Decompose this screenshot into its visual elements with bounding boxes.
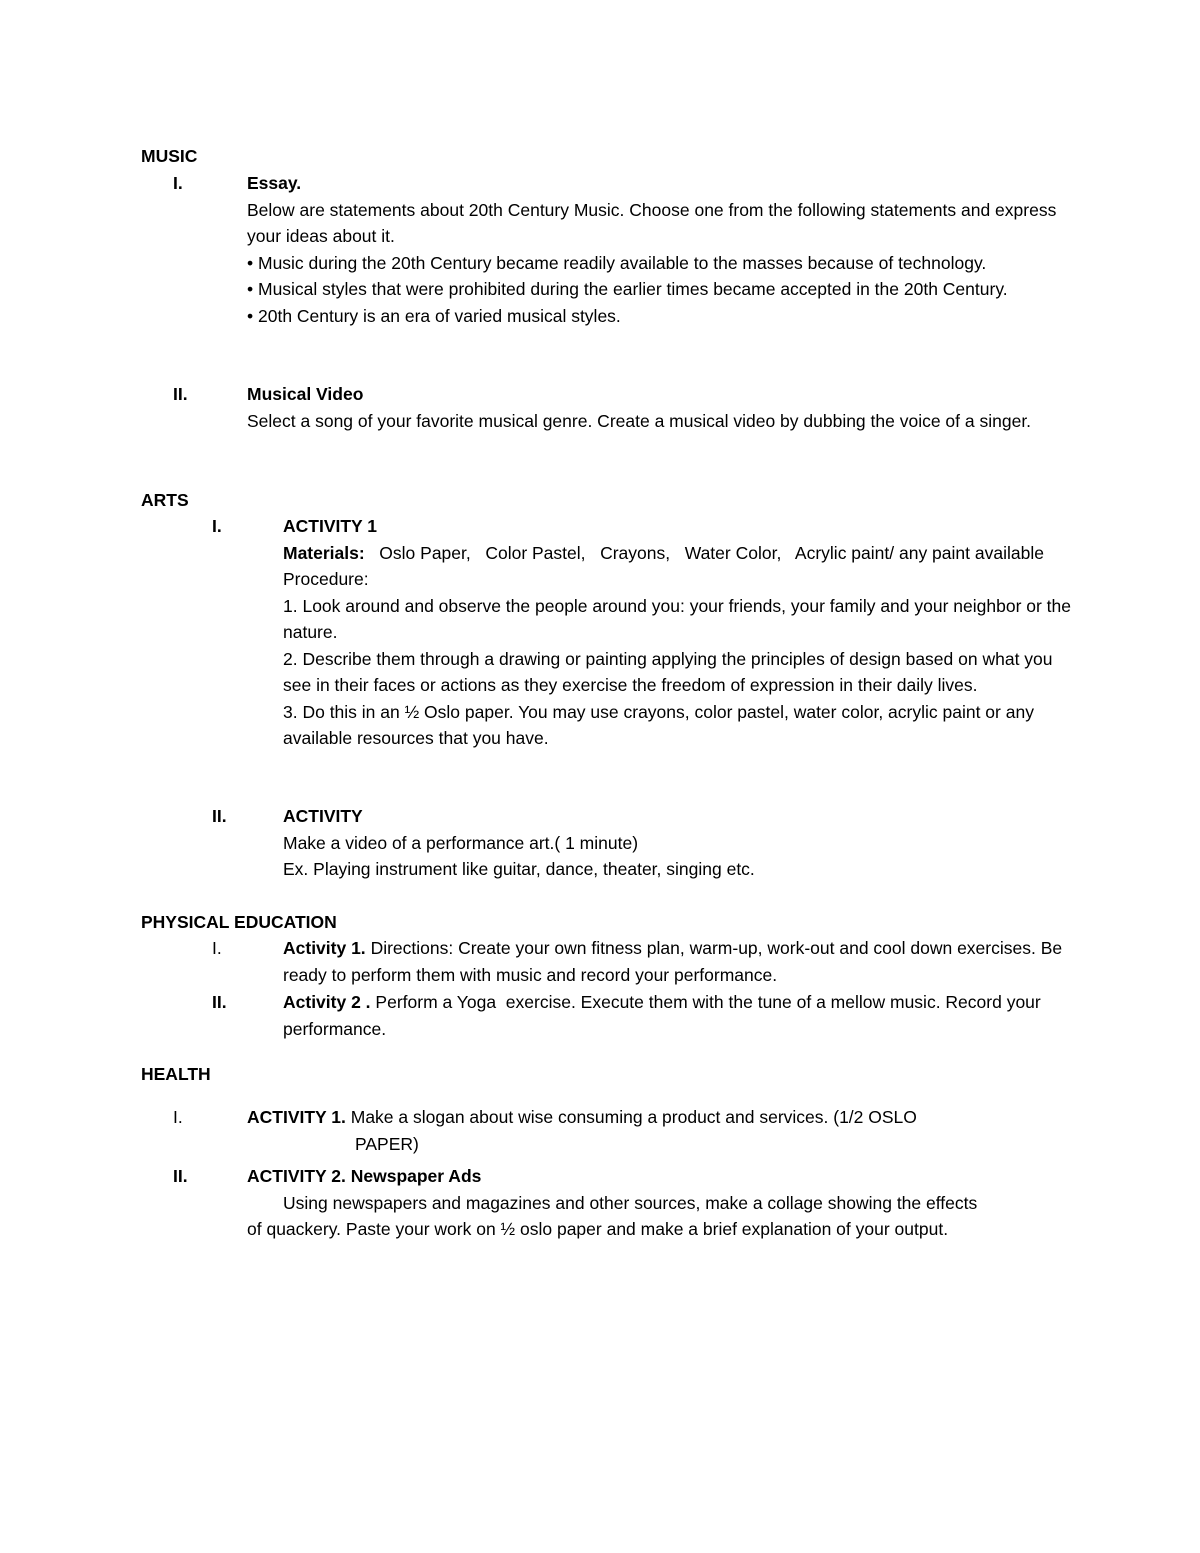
materials-label: Materials:: [283, 542, 365, 563]
music-item-1-number: I.: [173, 173, 183, 193]
arts-heading: ARTS: [141, 490, 189, 510]
health-item-1: [247, 1104, 917, 1131]
health-item-1-continuation: PAPER): [355, 1134, 419, 1154]
pe-item-1-number: I.: [212, 938, 222, 958]
arts-materials: [283, 540, 1073, 567]
materials-list: Oslo Paper, Color Pastel, Crayons, Water Color, Acrylic paint/ any paint available: [379, 542, 1044, 563]
health-item-1-text: Make a slogan about wise consuming a product and services. (1/2 OSLO: [350, 1107, 917, 1127]
pe-heading: PHYSICAL EDUCATION: [141, 912, 337, 932]
procedure-step-2: 2. Describe them through a drawing or painting applying the principles of design based on what you see in their faces or actions as they exercise the freedom of expression in their daily lives.: [283, 648, 1053, 695]
procedure-step-3: 3. Do this in an ½ Oslo paper. You may use crayons, color pastel, water color, acrylic paint or any available resources that you have.: [283, 701, 1034, 748]
arts-item-2-line-1: Make a video of a performance art.( 1 minute): [283, 832, 639, 853]
health-item-2: [247, 1163, 977, 1243]
pe-item-1-title: Activity 1.: [283, 938, 366, 958]
arts-item-2: [283, 803, 1073, 883]
music-bullet-2: • Musical styles that were prohibited during the earlier times became accepted in the 20th Century.: [247, 279, 1008, 299]
health-heading: HEALTH: [141, 1064, 211, 1084]
health-item-2-number: II.: [173, 1166, 188, 1186]
music-item-1-title: Essay.: [247, 173, 302, 193]
procedure-step-1: 1. Look around and observe the people around you: your friends, your family and your neighbor or the nature.: [283, 595, 1072, 642]
arts-item-2-number: II.: [212, 806, 227, 826]
pe-item-2-text: Perform a Yoga exercise. Execute them with the tune of a mellow music. Record your performance.: [283, 992, 1046, 1039]
arts-item-2-line-2: Ex. Playing instrument like guitar, dance, theater, singing etc.: [283, 859, 755, 879]
music-item-2-title: Musical Video: [247, 384, 364, 404]
arts-item-1-title: ACTIVITY 1: [283, 516, 378, 536]
health-item-1-number: I.: [173, 1107, 183, 1127]
pe-item-2: [283, 989, 1046, 1042]
health-item-2-title: ACTIVITY 2. Newspaper Ads: [247, 1166, 482, 1186]
health-item-2-line-2: of quackery. Paste your work on ½ oslo paper and make a brief explanation of your output.: [247, 1219, 949, 1239]
music-item-1-intro: Below are statements about 20th Century Music. Choose one from the following statements and express your ideas about it.: [247, 199, 1057, 246]
pe-item-1-text: Directions: Create your own fitness plan, warm-up, work-out and cool down exercises. Be ready to perform them with music and record your performance.: [283, 938, 1063, 985]
music-bullet-3: • 20th Century is an era of varied musical styles.: [247, 305, 621, 326]
arts-item-1-number: I.: [212, 516, 222, 536]
music-item-2-number: II.: [173, 384, 188, 404]
music-bullet-1: • Music during the 20th Century became readily available to the masses because of technology.: [247, 252, 987, 273]
pe-item-2-number: II.: [212, 992, 227, 1012]
arts-item-1: [283, 513, 1073, 752]
pe-item-2-title: Activity 2 .: [283, 992, 371, 1012]
pe-item-1: [283, 935, 1073, 988]
music-item-2: [247, 381, 1077, 434]
music-item-1: [247, 170, 1077, 329]
music-heading: MUSIC: [141, 146, 198, 166]
health-item-1-title: ACTIVITY 1.: [247, 1107, 346, 1127]
arts-item-2-title: ACTIVITY: [283, 806, 363, 826]
health-item-2-line-1: Using newspapers and magazines and other sources, make a collage showing the effects: [283, 1192, 978, 1213]
music-item-2-text: Select a song of your favorite musical genre. Create a musical video by dubbing the voice of a singer.: [247, 410, 1032, 431]
procedure-label: Procedure:: [283, 569, 369, 589]
